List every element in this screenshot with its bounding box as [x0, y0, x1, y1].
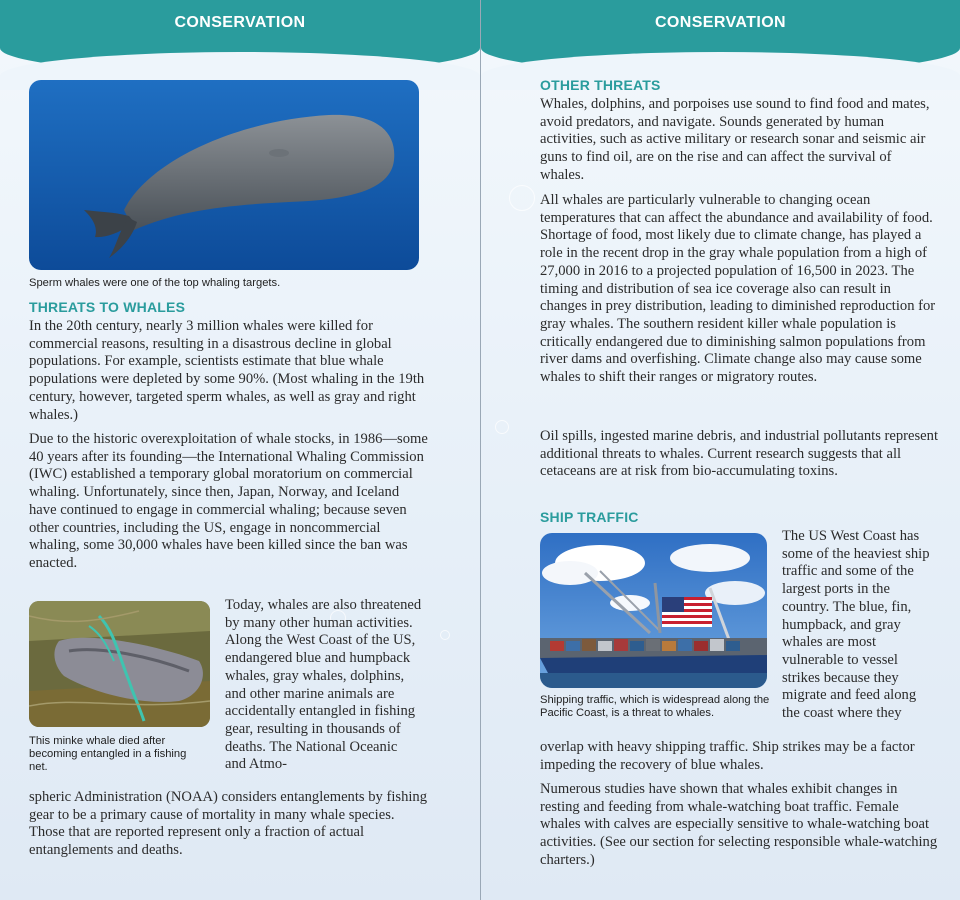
right-page — [480, 0, 960, 900]
container-ship-illustration — [540, 533, 767, 688]
container-ship-photo — [540, 533, 767, 688]
minke-whale-illustration — [29, 601, 210, 727]
sperm-whale-illustration — [29, 80, 419, 270]
other-threats-paragraph-1: Whales, dolphins, and porpoises use sound to find food and mates, avoid predators, and navigate. Sounds generated by human activities, such as active military or research sonar and seismic air guns to find oil, are on the rise and can affect the survival of whales. — [540, 96, 930, 183]
sperm-whale-caption: Sperm whales were one of the top whaling targets. — [29, 277, 281, 289]
other-threats-paragraph-2: All whales are particularly vulnerable to changing ocean temperatures that can affect the abundance and availability of food. Shortage of food, most likely due to climate change, has played a role in the recent drop in the gray whale population from a high of 27,000 in 2016 to a projected population of 16,500 in 2023. The timing and distribution of sea ice coverage also can result in changes in prey distribution, leading to diminished reproduction for gray whales. The southern resident killer whale population is critically endangered due to diminishing salmon populations from river dams and overfishing. Climate change also may cause some whales to shift their ranges or migratory routes. — [540, 192, 936, 386]
ship-traffic-paragraph-full: overlap with heavy shipping traffic. Ship strikes may be a factor impeding the recovery of blue whales. — [540, 739, 915, 773]
threats-paragraph-3-full: spheric Administration (NOAA) considers entanglements by fishing gear to be a primary cause of mortality in many whale species. Those that are reported represent only a fraction of actual entanglements and deaths. — [29, 789, 428, 859]
minke-whale-photo — [29, 601, 210, 727]
threats-paragraph-3-wrap: Today, whales are also threatened by many other human activities. Along the West Coast of the US, endangered blue and humpback whales, gray whales, dolphins, and other marine animals are accidentally entangled in fishing gear, resulting in thousands of deaths. The National Oceanic and Atmo- — [225, 597, 422, 773]
bubble-decoration — [440, 630, 450, 640]
ship-traffic-paragraph-2: Numerous studies have shown that whales exhibit changes in resting and feeding from whale-watching boat traffic. Female whales with calves are especially sensitive to whale-watching boat activities. (See our section for selecting responsible whale-watching charters.) — [540, 781, 938, 868]
other-threats-paragraph-3: Oil spills, ingested marine debris, and industrial pollutants represent additional threats to whales. Current research suggests that all cetaceans are at risk from bio-accumulating toxins. — [540, 428, 939, 480]
threats-heading: THREATS TO WHALES — [29, 299, 186, 315]
right-header-title: CONSERVATION — [654, 14, 787, 31]
threats-paragraph-1: In the 20th century, nearly 3 million whales were killed for commercial reasons, resulting in a disastrous decline in global populations. For example, scientists estimate that blue whale populations were depleted by some 90%. (Most whaling in the 19th century, however, targeted sperm whales, as well as gray and right whales.) — [29, 318, 425, 423]
left-header-title: CONSERVATION — [174, 14, 306, 31]
minke-whale-caption: This minke whale died after becoming entangled in a fishing net. — [29, 735, 187, 774]
threats-paragraph-2: Due to the historic overexploitation of whale stocks, in 1986—some 40 years after its founding—the International Whaling Commission (IWC) established a temporary global moratorium on commercial whaling. Unfortunately, since then, Japan, Norway, and Iceland have continued to engage in commercial whaling; because seven other countries, including the US, engage in noncommercial whaling, some 30,000 whales have been killed since the ban was enacted. — [29, 431, 428, 571]
bubble-decoration — [509, 185, 535, 211]
ship-traffic-heading: SHIP TRAFFIC — [540, 509, 639, 525]
other-threats-heading: OTHER THREATS — [540, 77, 661, 93]
sperm-whale-photo — [29, 80, 419, 270]
bubble-decoration — [495, 420, 509, 434]
container-ship-caption: Shipping traffic, which is widespread along the Pacific Coast, is a threat to whales. — [540, 694, 770, 720]
ship-traffic-paragraph-wrap: The US West Coast has some of the heaviest ship traffic and some of the largest ports in the country. The blue, fin, humpback, and gray whales are most vulnerable to vessel strikes because they migrate and feed along the coast where they — [782, 528, 930, 722]
